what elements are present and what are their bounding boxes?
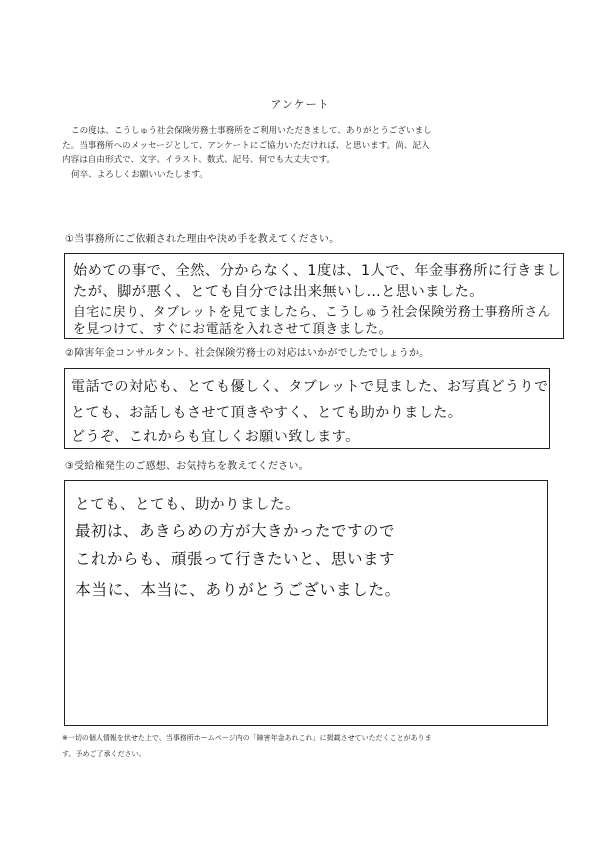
answer-3-line-1: とても、とても、助かりました。 xyxy=(75,497,300,513)
answer-3-line-4: 本当に、本当に、ありがとうございました。 xyxy=(75,580,401,599)
question-3-label: ③受給権発生のご感想、お気持ちを教えてください。 xyxy=(65,461,309,472)
answer-box-2 xyxy=(64,368,550,449)
intro-line: た。当事務所へのメッセージとして、アンケートにご協力いただければ、と思います。尚、記入 xyxy=(62,140,430,151)
question-2-label: ②障害年金コンサルタント、社会保険労務士の対応はいかがでしたでしょうか。 xyxy=(65,348,430,359)
answer-2-line-3: どうぞ、これからも宜しくお願い致します。 xyxy=(71,429,360,445)
answer-1-line-1: 始めての事で、全然、分からなく、1度は、1人で、年金事務所に行きまし xyxy=(73,263,562,279)
footnote-line: ※一切の個人情報を伏せた上で、当事務所ホームページ内の「障害年金あれこれ」に掲載させていただくことがありま xyxy=(62,734,432,742)
answer-2-line-2: とても、お話しもさせて頂きやすく、とても助かりました。 xyxy=(71,405,463,421)
intro-line: 何卒、よろしくお願いいたします。 xyxy=(71,169,208,180)
page-title: アンケート xyxy=(270,98,330,111)
footnote-line: す。予めご了承ください。 xyxy=(62,750,146,758)
answer-2-line-1: 電話での対応も、とても優しく、タブレットで見ました、お写真どうりで xyxy=(71,379,549,395)
answer-3-line-2: 最初は、あきらめの方が大きかったですので xyxy=(75,522,396,540)
answer-1-line-3: 自宅に戻り、タブレットを見てましたら、こうしゅう社会保険労務士事務所さん xyxy=(73,305,552,320)
intro-line: 内容は自由形式で、文字、イラスト、数式、記号、何でも大丈夫です。 xyxy=(62,155,336,165)
footnote xyxy=(62,730,562,762)
answer-1-line-4: を見つけて、すぐにお電話を入れさせて頂きました。 xyxy=(73,322,392,337)
intro-text xyxy=(62,124,552,182)
answer-1-line-2: たが、脚が悪く、とても自分では出来無いし…と思いました。 xyxy=(73,284,484,300)
intro-line: この度は、こうしゅう社会保険労務士事務所をご利用いただきまして、ありがとうございまし xyxy=(71,126,432,136)
answer-box-3 xyxy=(64,480,548,726)
question-1-label: ①当事務所にご依頼された理由や決め手を教えてください。 xyxy=(65,234,340,245)
answer-box-1 xyxy=(64,253,564,339)
answer-3-line-3: これからも、頑張って行きたいと、思います xyxy=(75,550,396,568)
